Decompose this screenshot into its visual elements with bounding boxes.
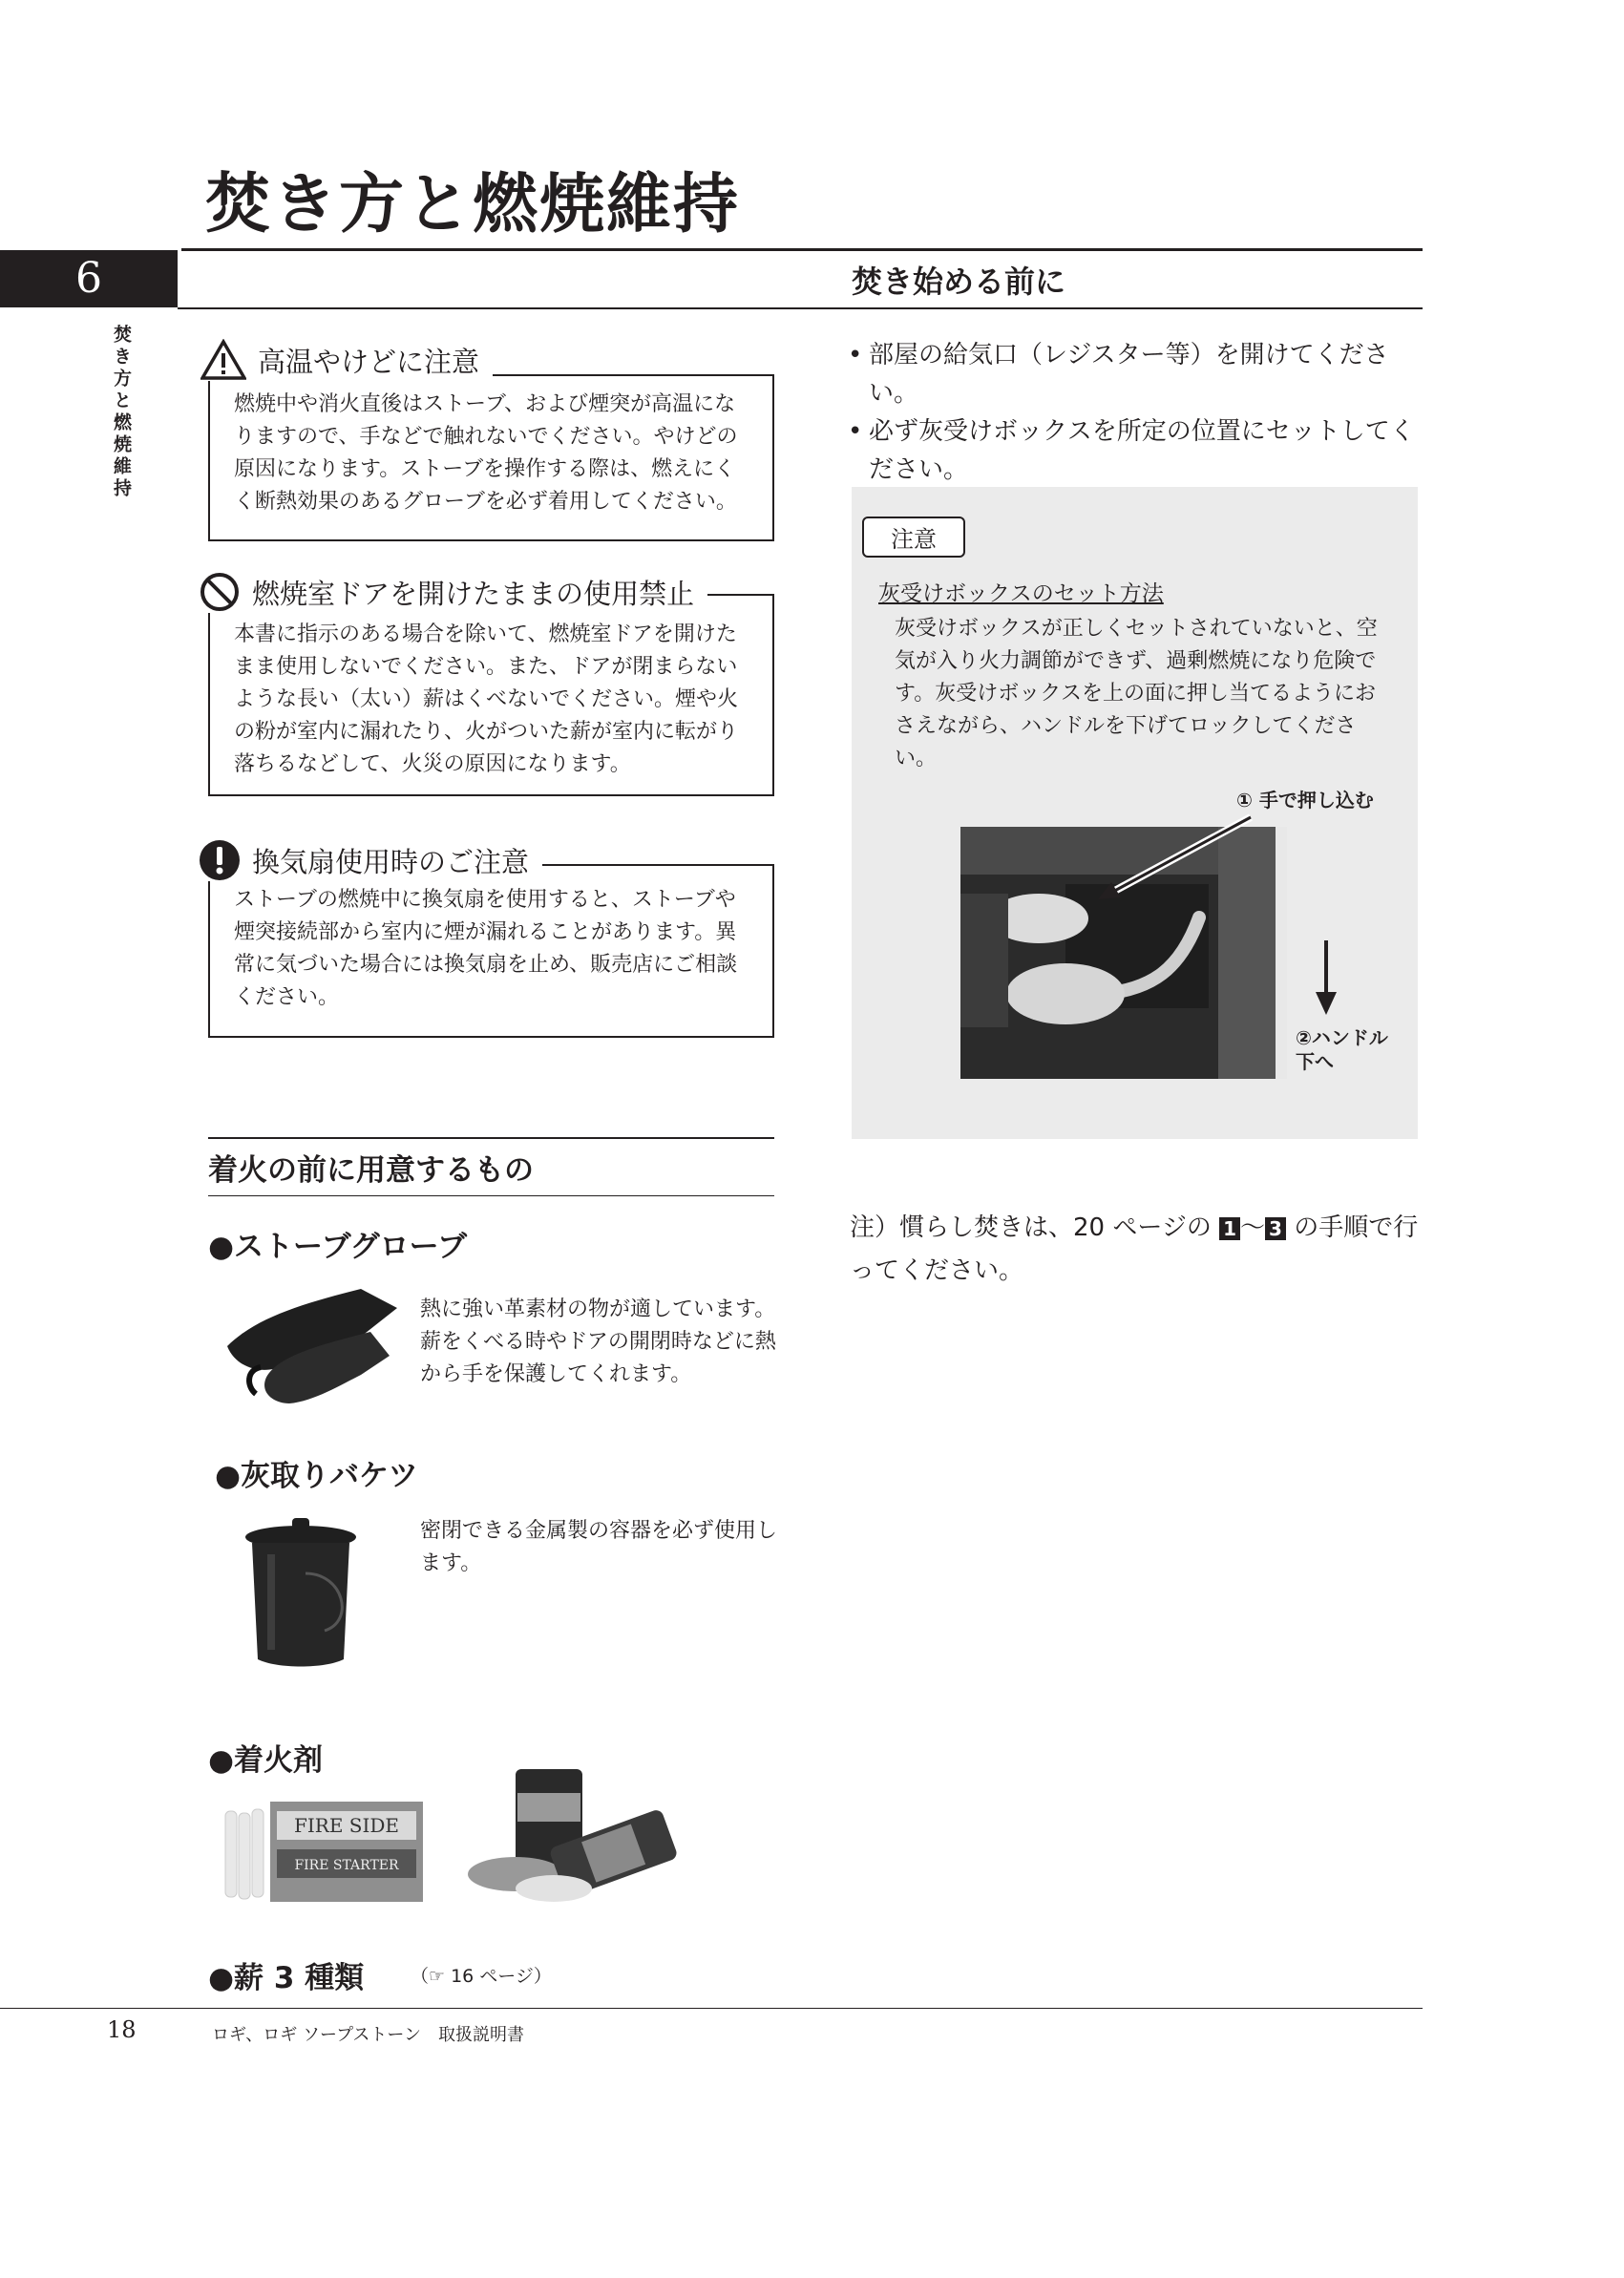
push-arrow-icon	[1088, 810, 1260, 905]
warning-text-high-temp: 燃焼中や消火直後はストーブ、および煙突が高温になりますので、手などで触れないでください。やけどの原因になります。ストーブを操作する際は、燃えにくく断熱効果のあるグローブを必ず着用してください。	[234, 392, 738, 514]
exclamation-icon	[199, 839, 241, 881]
caution-text: 灰受けボックスが正しくセットされていないと、空気が入り火力調節ができず、過剰燃焼になり危険です。灰受けボックスを上の面に押し当てるようにおさえながら、ハンドルを下げてロックしてください。	[895, 617, 1378, 770]
down-arrow-icon	[1314, 940, 1339, 1017]
list-item: • 部屋の給気口（レジスター等）を開けてください。	[848, 336, 1425, 412]
chapter-number: 6	[0, 250, 178, 307]
break-in-note	[850, 1207, 1423, 1292]
step1-label: ① 手で押し込む	[1236, 789, 1374, 812]
item-gloves-text: 熱に強い革素材の物が適しています。薪をくべる時やドアの開閉時などに熱から手を保護してくれます。	[420, 1297, 776, 1386]
step2-line1: ②ハンドル	[1296, 1026, 1388, 1049]
item-firestarter-title: ●着火剤	[208, 1743, 324, 1778]
step2-label	[1296, 1026, 1388, 1074]
caution-label: 注意	[862, 517, 965, 558]
footer-text: ロギ、ロギ ソープストーン 取扱説明書	[212, 2025, 525, 2045]
prepare-bottom-rule	[208, 1195, 774, 1196]
item-firewood-title: ●薪 3 種類	[208, 1961, 365, 1995]
warning-title-text: 換気扇使用時のご注意	[252, 845, 530, 878]
step-badge-1: 1	[1219, 1217, 1240, 1240]
before-lighting-heading: 焚き始める前に	[852, 264, 1066, 300]
warning-title-text: 高温やけどに注意	[258, 345, 480, 378]
item-bucket-text: 密閉できる金属製の容器を必ず使用します。	[420, 1519, 778, 1575]
fire-starter-logo-sub: FIRE STARTER	[294, 1858, 399, 1873]
caution-subtitle: 灰受けボックスのセット方法	[878, 581, 1164, 606]
warning-text-vent-fan: ストーブの燃焼中に換気扇を使用すると、ストーブや煙突接続部から室内に煙が漏れることがあります。異常に気づいた場合には換気扇を止め、販売店にご相談ください。	[234, 888, 738, 1009]
note-tilde: ～	[1240, 1213, 1266, 1242]
before-lighting-list	[848, 336, 1425, 489]
prohibited-icon	[199, 571, 241, 613]
firewood-page-ref: （☞ 16 ページ）	[411, 1966, 552, 1987]
item-bucket-title: ●灰取りバケツ	[215, 1459, 418, 1493]
footer-rule	[0, 2008, 1423, 2009]
fire-starter-logo: FIRE SIDE	[293, 1814, 400, 1837]
prepare-top-rule	[208, 1137, 774, 1139]
warning-title-vent-fan	[199, 839, 542, 881]
warning-text-door-open: 本書に指示のある場合を除いて、燃焼室ドアを開けたまま使用しないでください。また、ドアが閉まらないような長い（太い）薪はくべないでください。煙や火の粉が室内に漏れたり、火がついた薪が室内に転がり落ちるなどして、火災の原因になります。	[234, 622, 739, 776]
warning-title-door-open	[199, 571, 707, 613]
chapter-rule	[178, 307, 1423, 309]
fire-starter-box-image	[218, 1792, 428, 1907]
warning-title-high-temp	[200, 339, 493, 381]
step-badge-3: 3	[1265, 1217, 1286, 1240]
title-rule	[181, 248, 1423, 251]
ash-bucket-image	[239, 1516, 363, 1669]
bullet-text: 部屋の給気口（レジスター等）を開けてください。	[869, 341, 1389, 408]
fire-starter-can-image	[458, 1764, 678, 1912]
side-chapter-label: 焚き方と燃焼維持	[111, 325, 132, 500]
step2-line2: 下へ	[1296, 1050, 1334, 1073]
prepare-heading: 着火の前に用意するもの	[208, 1153, 534, 1188]
list-item: • 必ず灰受けボックスを所定の位置にセットしてください。	[848, 412, 1425, 489]
page-title: 焚き方と燃焼維持	[205, 166, 741, 243]
warning-title-text: 燃焼室ドアを開けたままの使用禁止	[252, 577, 695, 610]
page-number: 18	[107, 2016, 137, 2043]
glove-image	[218, 1279, 399, 1405]
note-prefix: 注）慣らし焚きは、20 ページの	[850, 1213, 1220, 1242]
warning-triangle-icon	[200, 339, 246, 381]
note-suffix: の手順で行ってください。	[850, 1213, 1419, 1285]
bullet-text: 必ず灰受けボックスを所定の位置にセットしてください。	[869, 417, 1415, 484]
item-gloves-title: ●ストーブグローブ	[208, 1230, 468, 1264]
